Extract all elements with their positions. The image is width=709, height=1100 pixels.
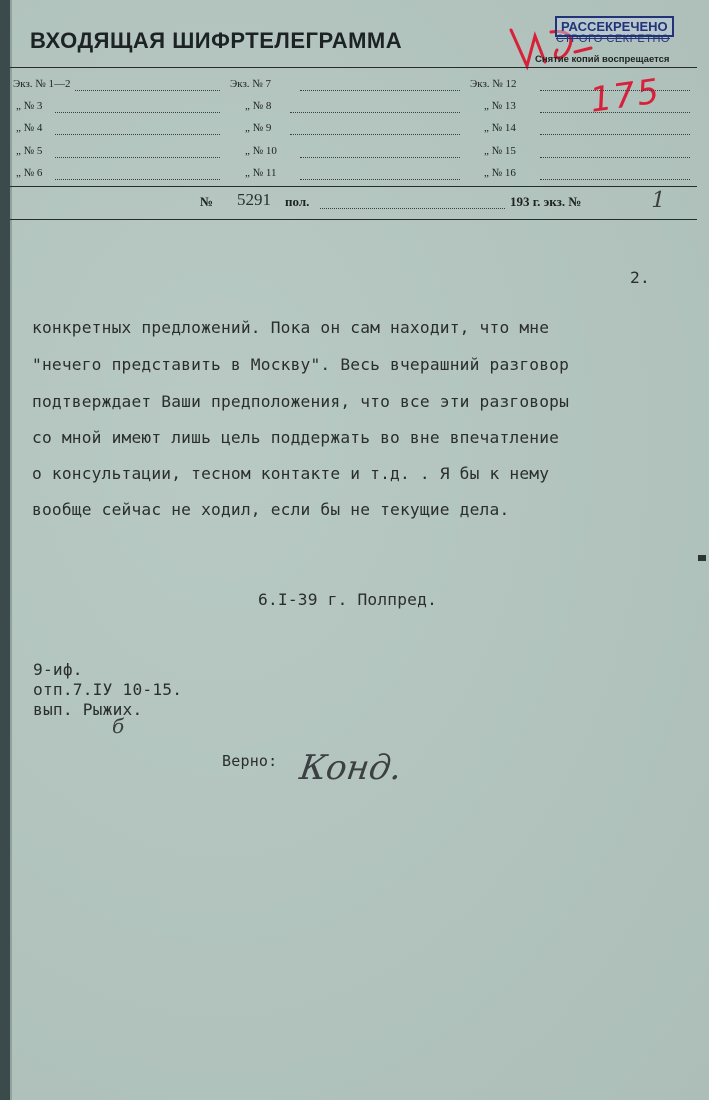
- dotted-line: [75, 90, 220, 91]
- copy-notice: Снятие копий воспрещается: [535, 54, 670, 65]
- dotted-line: [55, 134, 220, 135]
- dist-col1-row4: „ № 5: [16, 145, 43, 157]
- page-edge-mark: [698, 555, 706, 561]
- dotted-line: [540, 157, 690, 158]
- dotted-line: [55, 157, 220, 158]
- year-copy-label: 193 г. экз. №: [510, 194, 582, 209]
- dotted-line: [300, 90, 460, 91]
- dist-col2-row1: Экз. № 7: [230, 78, 272, 90]
- date-signature-line: 6.I-39 г. Полпред.: [258, 590, 438, 609]
- body-line-4: со мной имеют лишь цель поддержать во вне впечатление: [32, 428, 560, 447]
- dotted-line: [290, 112, 460, 113]
- dist-col2-row5: „ № 11: [245, 167, 277, 179]
- dotted-line: [540, 134, 690, 135]
- dotted-line: [540, 90, 690, 91]
- dotted-line: [300, 157, 460, 158]
- dist-col2-row4: „ № 10: [245, 145, 277, 157]
- dist-col2-row3: „ № 9: [245, 122, 272, 134]
- dist-col1-row1: Экз. № 1—2: [13, 78, 71, 90]
- footer-line-3: вып. Рыжих.: [33, 700, 143, 719]
- table-rule-bottom: [10, 219, 697, 220]
- copy-number-handwritten: 1: [648, 188, 668, 213]
- red-archive-number: 175: [587, 71, 664, 121]
- telegram-number: 5291: [237, 190, 271, 209]
- body-line-1: конкретных предложений. Пока он сам находит, что мне: [32, 318, 550, 337]
- dotted-line: [540, 112, 690, 113]
- dist-col3-row3: „ № 14: [484, 122, 516, 134]
- number-label: №: [200, 194, 214, 209]
- body-line-3: подтверждает Ваши предположения, что все эти разговоры: [32, 392, 570, 411]
- body-line-6: вообще сейчас не ходил, если бы не текущие дела.: [32, 500, 510, 519]
- pol-label: пол.: [285, 194, 310, 209]
- secrecy-label: СТРОГО СЕКРЕТНО: [556, 33, 670, 45]
- dist-col3-row4: „ № 15: [484, 145, 516, 157]
- page-number: 2.: [630, 268, 650, 287]
- dotted-line: [300, 179, 460, 180]
- dist-col1-row3: „ № 4: [16, 122, 43, 134]
- body-line-5: о консультации, тесном контакте и т.д. . Я бы к нему: [32, 464, 550, 483]
- dist-col3-row1: Экз. № 12: [470, 78, 517, 90]
- verno-signature: Конд.: [297, 748, 405, 788]
- footer-line-1: 9-иф.: [33, 660, 83, 679]
- dist-col1-row5: „ № 6: [16, 167, 43, 179]
- verno-label: Верно:: [222, 752, 278, 770]
- document-title: ВХОДЯЩАЯ ШИФРТЕЛЕГРАММА: [30, 28, 403, 53]
- dotted-line: [290, 134, 460, 135]
- dist-col3-row5: „ № 16: [484, 167, 516, 179]
- dotted-line: [540, 179, 690, 180]
- dist-col2-row2: „ № 8: [245, 100, 272, 112]
- document-page: [10, 0, 709, 1100]
- dist-col3-row2: „ № 13: [484, 100, 516, 112]
- declassified-stamp: РАССЕКРЕЧЕНО: [555, 16, 674, 37]
- page-edge: [10, 0, 12, 1100]
- dotted-line: [55, 112, 220, 113]
- footer-line-2: отп.7.IУ 10-15.: [33, 680, 183, 699]
- table-rule-top: [10, 186, 697, 187]
- dist-col1-row2: „ № 3: [16, 100, 43, 112]
- dotted-line: [320, 208, 505, 209]
- footer-hand-mark: б: [112, 714, 125, 738]
- dotted-line: [55, 179, 220, 180]
- body-line-2: "нечего представить в Москву". Весь вчерашний разговор: [32, 355, 570, 374]
- header-rule: [10, 67, 697, 68]
